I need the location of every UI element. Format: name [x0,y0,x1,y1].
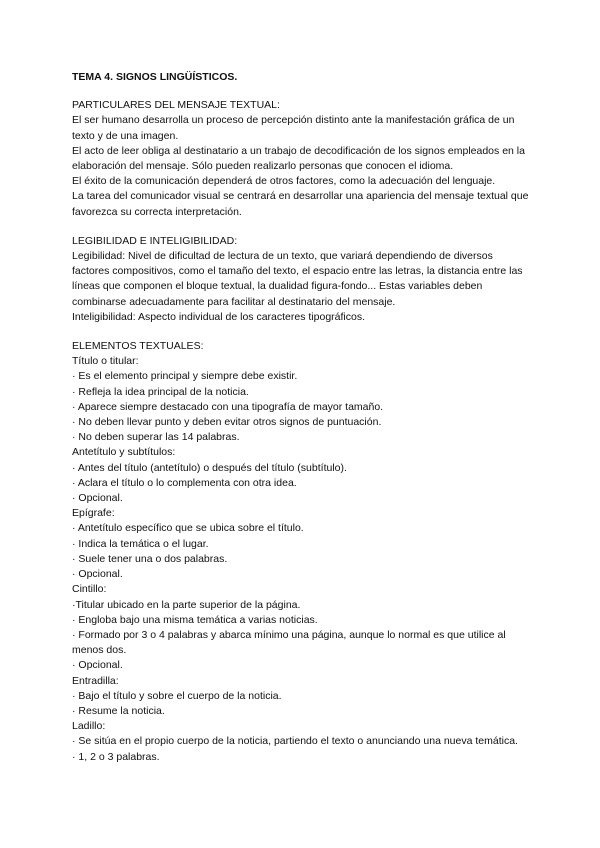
list-item: · Aparece siempre destacado con una tipografía de mayor tamaño. [72,400,384,413]
list-item: Título o titular: [72,355,139,368]
section-legibilidad [72,234,530,325]
list-item: Entradilla: [72,674,119,687]
list-item: Antetítulo y subtítulos: [72,446,176,459]
list-item: · Indica la temática o el lugar. [72,537,209,550]
list-item: · Aclara el título o lo complementa con otra idea. [72,476,297,489]
list-item: Epígrafe: [72,507,115,520]
list-item: Ladillo: [72,720,106,733]
list-item: · Resume la noticia. [72,704,165,717]
document-page [72,70,530,779]
list-item: · Engloba bajo una misma temática a varias noticias. [72,613,318,626]
list-item: · Opcional. [72,659,123,672]
list-item: · 1, 2 o 3 palabras. [72,750,160,763]
list-item: · Suele tener una o dos palabras. [72,552,228,565]
list-item: · Refleja la idea principal de la noticia. [72,385,249,398]
list-item: · Bajo el título y sobre el cuerpo de la noticia. [72,689,282,702]
section-heading: LEGIBILIDAD E INTELIGIBILIDAD: [72,234,238,247]
section-heading: ELEMENTOS TEXTUALES: [72,340,204,353]
list-item: · Opcional. [72,492,123,505]
paragraph-line: La tarea del comunicador visual se centrará en desarrollar una apariencia del mensaje textual que favorezca su correcta interpretación. [72,190,529,218]
list-item: · Antetítulo específico que se ubica sobre el título. [72,522,304,535]
list-item: · Formado por 3 o 4 palabras y abarca mínimo una página, aunque lo normal es que utilice al menos dos. [72,628,506,657]
paragraph-line: El éxito de la comunicación dependerá de otros factores, como la adecuación del lenguaje. [72,175,496,188]
list-item: · Es el elemento principal y siempre debe existir. [72,370,298,383]
paragraph-line: El ser humano desarrolla un proceso de percepción distinto ante la manifestación gráfica de un texto y de una imagen. [72,114,515,142]
list-item: · Se sitúa en el propio cuerpo de la noticia, partiendo el texto o anunciando una nueva temática. [72,735,518,748]
list-item: · No deben llevar punto y deben evitar otros signos de puntuación. [72,416,382,429]
section-particulares [72,98,530,220]
section-elementos [72,339,530,765]
paragraph-line: Legibilidad: Nivel de dificultad de lectura de un texto, que variará dependiendo de diversos factores compositivos, como el tamaño del texto, el espacio entre las letras, la distancia entre las líneas que componen el bloque textual, la dualidad figura-fondo... Estas variables deben combinarse adecuadamente para facilitar al destinatario del mensaje. [72,250,523,308]
section-heading: PARTICULARES DEL MENSAJE TEXTUAL: [72,99,280,112]
list-item: Cintillo: [72,583,107,596]
list-item: · Antes del título (antetítulo) o después del título (subtítulo). [72,461,347,474]
page-title: TEMA 4. SIGNOS LINGÜÍSTICOS. [72,71,238,83]
list-item: ·Titular ubicado en la parte superior de la página. [72,598,301,611]
paragraph-line: Inteligibilidad: Aspecto individual de los caracteres tipográficos. [72,310,366,323]
paragraph-line: El acto de leer obliga al destinatario a un trabajo de decodificación de los signos empleados en la elaboración del mensaje. Sólo pueden realizarlo personas que conocen el idioma. [72,144,525,173]
list-item: · No deben superar las 14 palabras. [72,431,240,444]
list-item: · Opcional. [72,568,123,581]
